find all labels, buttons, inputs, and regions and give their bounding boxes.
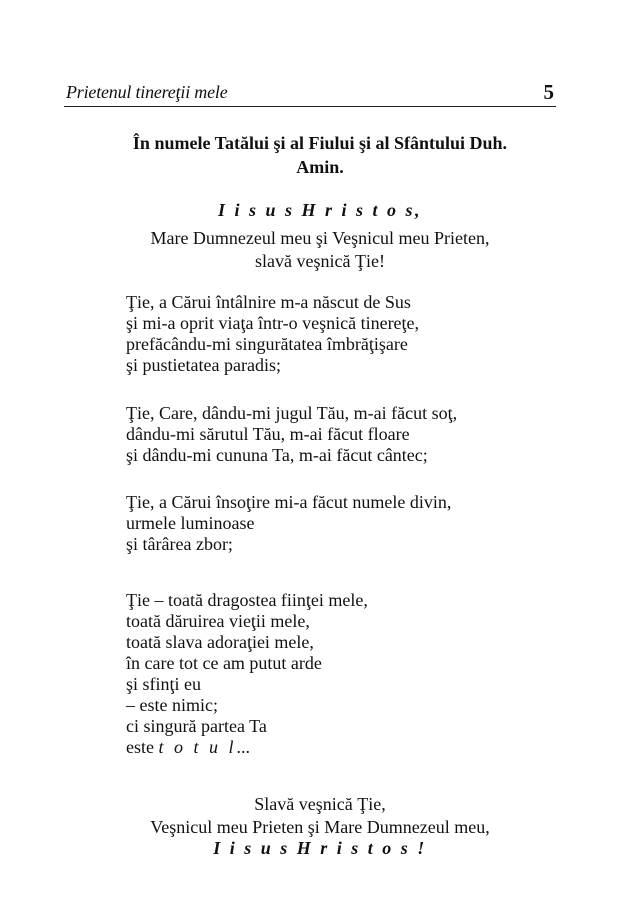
verse-line: urmele luminoase xyxy=(126,513,255,533)
verse-line: dându-mi sărutul Tău, m-ai făcut floare xyxy=(126,424,410,444)
stanza-3 xyxy=(126,492,566,555)
verse-line: ci singură partea Ta xyxy=(126,716,267,736)
final-suffix: ... xyxy=(236,737,250,757)
closing-line-1: Slavă veşnică Ţie, xyxy=(254,794,386,814)
verse-line: Ţie, a Cărui întâlnire m-a născut de Sus xyxy=(126,292,411,312)
verse-line: în care tot ce am putut arde xyxy=(126,653,322,673)
running-title: Prietenul tinereţii mele xyxy=(66,82,228,102)
closing-name: I i s u s H r i s t o s ! xyxy=(213,838,427,858)
verse-line: toată slava adoraţiei mele, xyxy=(126,632,314,652)
closing-line-2: Veşnicul meu Prieten şi Mare Dumnezeul meu, xyxy=(150,817,490,837)
page-header xyxy=(66,80,554,106)
verse-line: şi pustietatea paradis; xyxy=(126,355,281,375)
verse-line: Ţie, Care, dându-mi jugul Tău, m-ai făcut soţ, xyxy=(126,403,458,423)
verse-line: prefăcându-mi singurătatea îmbrăţişare xyxy=(126,334,408,354)
verse-line: şi târârea zbor; xyxy=(126,534,233,554)
page-number: 5 xyxy=(543,80,554,104)
invocation-line-2: Amin. xyxy=(296,157,344,177)
verse-line: şi mi-a oprit viaţa într-o veşnică tinereţe, xyxy=(126,313,420,333)
address-name: I i s u s H r i s t o s, xyxy=(217,200,423,220)
final-prefix: este xyxy=(126,737,159,757)
final-emphasis: t o t u l xyxy=(158,737,237,757)
stanza-2 xyxy=(126,403,566,466)
address-line-1: Mare Dumnezeul meu şi Veşnicul meu Prieten, xyxy=(150,228,490,248)
verse-line: Ţie, a Cărui însoţire mi-a făcut numele divin, xyxy=(126,492,452,512)
header-rule xyxy=(64,106,556,107)
invocation-line-1: În numele Tatălui şi al Fiului şi al Sfântului Duh. xyxy=(132,133,508,153)
verse-line: şi sfinţi eu xyxy=(126,674,201,694)
stanza-4 xyxy=(126,590,566,758)
verse-line: – este nimic; xyxy=(126,695,218,715)
verse-line-final xyxy=(126,737,566,758)
verse-line: Ţie – toată dragostea fiinţei mele, xyxy=(126,590,368,610)
stanza-1 xyxy=(126,292,566,376)
verse-line: toată dăruirea vieţii mele, xyxy=(126,611,310,631)
address-line-2: slavă veşnică Ţie! xyxy=(255,251,385,271)
verse-line: şi dându-mi cununa Ta, m-ai făcut cântec; xyxy=(126,445,428,465)
